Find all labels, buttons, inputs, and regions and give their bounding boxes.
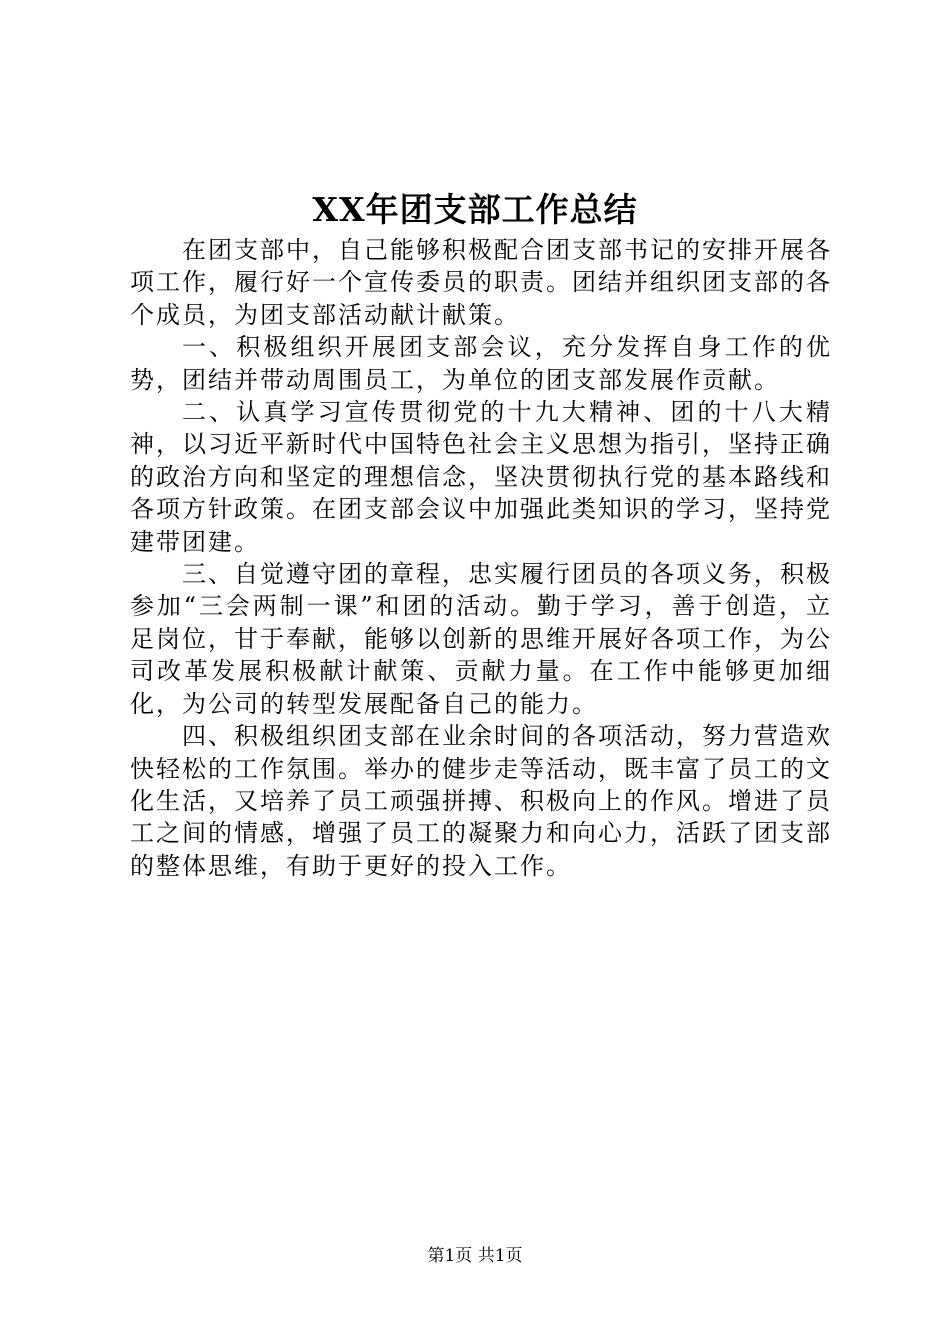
paragraph-item-1: 一、积极组织开展团支部会议，充分发挥自身工作的优势，团结并带动周围员工，为单位的团支部发展作贡献。 — [130, 333, 832, 394]
document-title: XX年团支部工作总结 — [312, 190, 638, 229]
paragraph-item-4: 四、积极组织团支部在业余时间的各项活动，努力营造欢快轻松的工作氛围。举办的健步走等活动，既丰富了员工的文化生活，又培养了员工顽强拼搏、积极向上的作风。增进了员工之间的情感，增强了员工的凝聚力和向心力，活跃了团支部的整体思维，有助于更好的投入工作。 — [130, 722, 832, 880]
paragraph-item-3: 三、自觉遵守团的章程，忠实履行团员的各项义务，积极参加“三会两制一课”和团的活动。勤于学习，善于创造，立足岗位，甘于奉献，能够以创新的思维开展好各项工作，为公司改革发展积极献计献策、贡献力量。在工作中能够更加细化，为公司的转型发展配备自己的能力。 — [130, 560, 832, 718]
page-footer: 第1页 共1页 — [427, 1246, 523, 1266]
paragraph-intro: 在团支部中，自己能够积极配合团支部书记的安排开展各项工作，履行好一个宣传委员的职责。团结并组织团支部的各个成员，为团支部活动献计献策。 — [130, 236, 832, 329]
document-body — [130, 234, 832, 882]
paragraph-item-2: 二、认真学习宣传贯彻党的十九大精神、团的十八大精神，以习近平新时代中国特色社会主义思想为指引，坚持正确的政治方向和坚定的理想信念，坚决贯彻执行党的基本路线和各项方针政策。在团支部会议中加强此类知识的学习，坚持党建带团建。 — [130, 398, 832, 556]
